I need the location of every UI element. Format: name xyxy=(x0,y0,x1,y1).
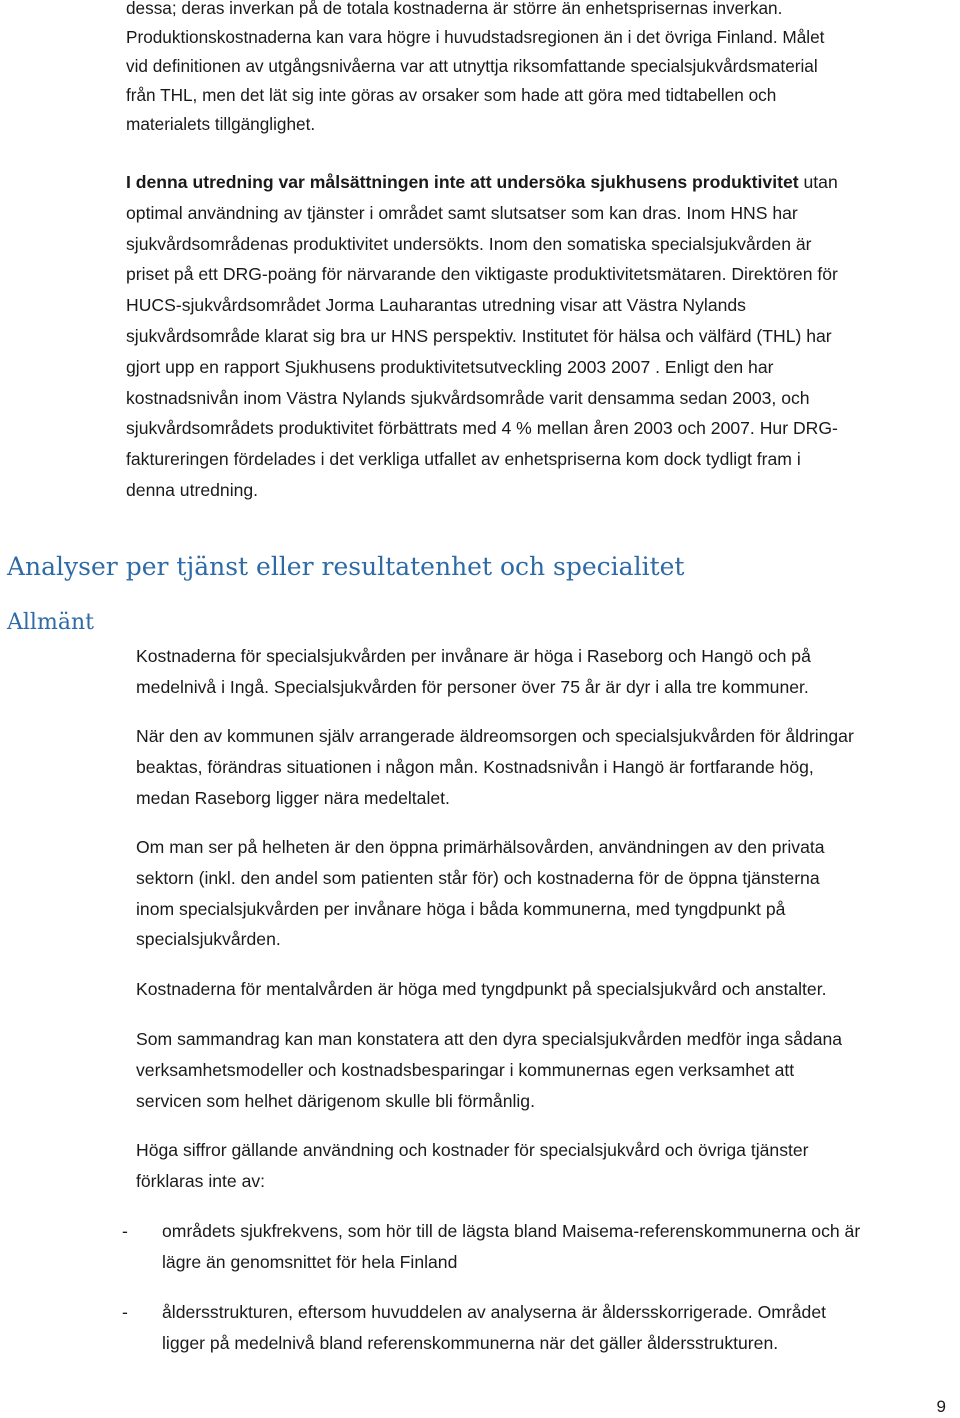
productivity-line: sjukvårdsområde klarat sig bra ur HNS perspektiv. Institutet för hälsa och välfärd (THL) har xyxy=(126,325,832,346)
list-marker: - xyxy=(122,1302,128,1322)
intro-line: vid definitionen av utgångsnivåerna var att utnyttja riksomfattande specialsjukvårdsmaterial xyxy=(126,56,818,76)
general-line: verksamhetsmodeller och kostnadsbesparingar i kommunernas egen verksamhet att xyxy=(136,1059,795,1080)
list-item-line: åldersstrukturen, eftersom huvuddelen av analyserna är åldersskorrigerade. Området xyxy=(162,1302,827,1322)
intro-line: dessa; deras inverkan på de totala kostnaderna är större än enhetsprisernas inverkan. xyxy=(126,0,783,18)
list-item-text xyxy=(162,1216,860,1278)
general-line: Höga siffror gällande användning och kostnader för specialsjukvård och övriga tjänster xyxy=(136,1140,809,1160)
general-line: förklaras inte av: xyxy=(136,1170,266,1191)
productivity-line xyxy=(126,167,838,198)
productivity-bold-lead: I denna utredning var målsättningen inte att undersöka sjukhusens produktivitet xyxy=(126,172,799,192)
general-paragraph xyxy=(136,1024,842,1116)
productivity-line: sjukvårdsområdenas produktivitet undersökts. Inom den somatiska specialsjukvården är xyxy=(126,233,812,254)
productivity-line: optimal användning av tjänster i området samt slutsatser som kan dras. Inom HNS har xyxy=(126,202,798,223)
intro-paragraph xyxy=(126,0,926,139)
general-paragraph xyxy=(136,641,811,703)
intro-line: Produktionskostnaderna kan vara högre i huvudstadsregionen än i det övriga Finland. Målet xyxy=(126,27,825,47)
subsection-heading: Allmänt xyxy=(7,610,94,635)
general-line: Som sammandrag kan man konstatera att den dyra specialsjukvården medför inga sådana xyxy=(136,1029,843,1049)
productivity-line: sjukvårdsområdets produktivitet förbättrats med 4 % mellan åren 2003 och 2007. Hur DRG- xyxy=(126,418,838,439)
productivity-line: faktureringen fördelades i det verkliga utfallet av enhetspriserna kom dock tydligt fram i xyxy=(126,449,801,470)
general-line: Kostnaderna för specialsjukvården per invånare är höga i Raseborg och Hangö och på xyxy=(136,646,811,666)
list-item-text xyxy=(162,1297,826,1359)
intro-line: från THL, men det lät sig inte göras av orsaker som hade att göra med tidtabellen och xyxy=(126,85,777,105)
general-line: Om man ser på helheten är den öppna primärhälsovården, användningen av den privata xyxy=(136,837,825,857)
general-line: Kostnaderna för mentalvården är höga med tyngdpunkt på specialsjukvård och anstalter. xyxy=(136,979,827,999)
list-item-line: lägre än genomsnittet för hela Finland xyxy=(162,1251,458,1272)
productivity-paragraph xyxy=(126,167,838,506)
productivity-line: kostnadsnivån inom Västra Nylands sjukvårdsområde varit densamma sedan 2003, och xyxy=(126,387,810,408)
list-marker: - xyxy=(122,1221,128,1241)
list-item-line: områdets sjukfrekvens, som hör till de lägsta bland Maisema-referenskommunerna och är xyxy=(162,1221,861,1241)
section-heading: Analyser per tjänst eller resultatenhet och specialitet xyxy=(7,552,685,581)
general-paragraph xyxy=(136,1135,809,1197)
productivity-lead-rest: utan xyxy=(798,172,838,192)
productivity-line: priset på ett DRG-poäng för närvarande den viktigaste produktivitetsmätaren. Direktören för xyxy=(126,264,838,285)
productivity-line: denna utredning. xyxy=(126,479,259,500)
general-line: servicen som helhet därigenom skulle bli förmånlig. xyxy=(136,1090,535,1111)
general-line: specialsjukvården. xyxy=(136,929,281,950)
general-line: medan Raseborg ligger nära medeltalet. xyxy=(136,787,450,808)
general-paragraph xyxy=(136,832,825,955)
general-line: inom specialsjukvården per invånare höga i båda kommunerna, med tyngdpunkt på xyxy=(136,898,786,919)
list-item-line: ligger på medelnivå bland referenskommunerna när det gäller åldersstrukturen. xyxy=(162,1332,779,1353)
general-line: sektorn (inkl. den andel som patienten står för) och kostnaderna för de öppna tjänsterna xyxy=(136,867,820,888)
intro-line: materialets tillgänglighet. xyxy=(126,114,316,134)
general-line: När den av kommunen själv arrangerade äldreomsorgen och specialsjukvården för åldringar xyxy=(136,726,854,746)
general-paragraph xyxy=(136,974,827,1005)
general-paragraph xyxy=(136,721,854,813)
productivity-line: gjort upp en rapport Sjukhusens produktivitetsutveckling 2003 2007 . Enligt den har xyxy=(126,356,774,377)
productivity-line: HUCS-sjukvårdsområdet Jorma Lauharantas utredning visar att Västra Nylands xyxy=(126,295,746,316)
general-line: medelnivå i Ingå. Specialsjukvården för personer över 75 år är dyr i alla tre kommuner. xyxy=(136,676,809,697)
general-line: beaktas, förändras situationen i någon mån. Kostnadsnivån i Hangö är fortfarande hög, xyxy=(136,756,814,777)
page-number: 9 xyxy=(936,1397,946,1416)
